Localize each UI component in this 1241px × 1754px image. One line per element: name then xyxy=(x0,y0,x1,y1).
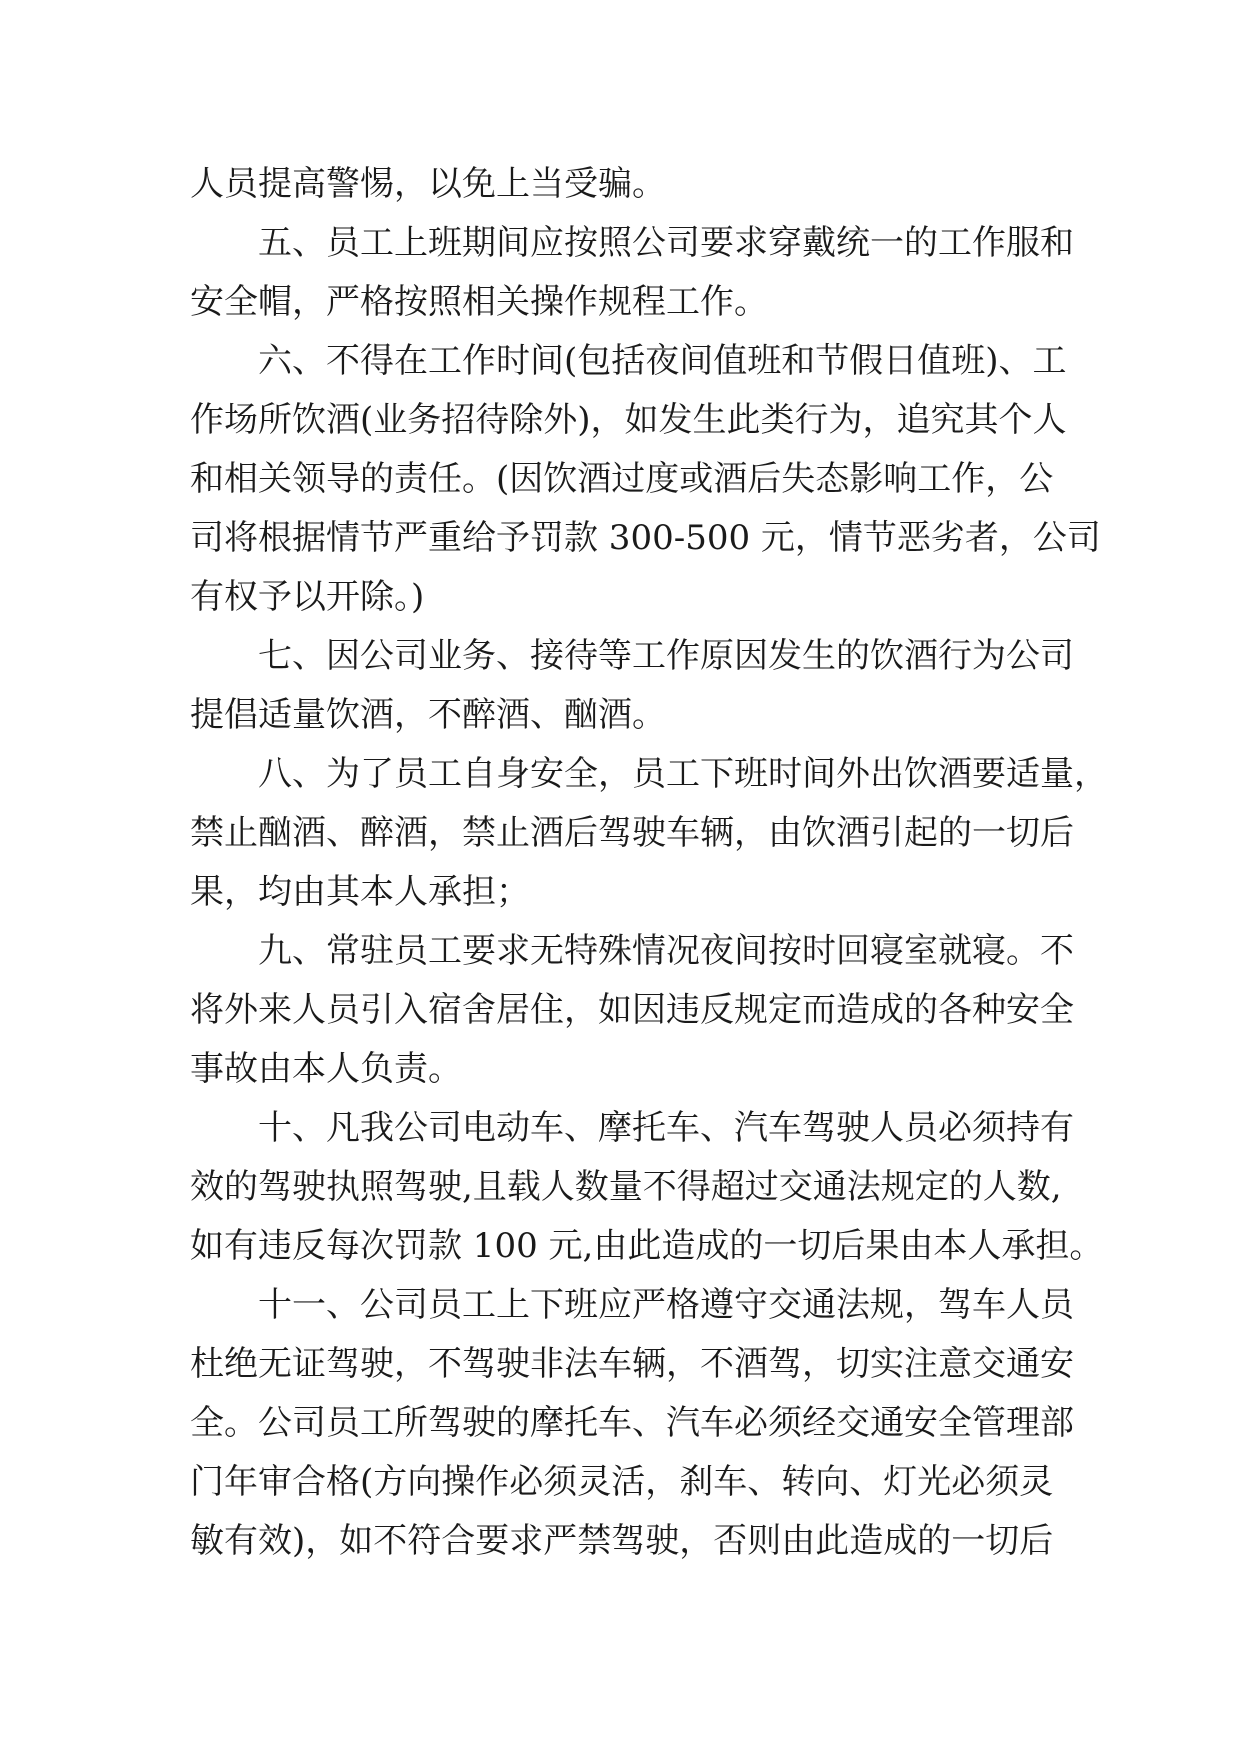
paragraph-line: 司将根据情节严重给予罚款 300-500 元，情节恶劣者，公司 xyxy=(190,518,1101,558)
paragraph-line: 人员提高警惕，以免上当受骗。 xyxy=(190,164,666,204)
paragraph-line: 作场所饮酒(业务招待除外)，如发生此类行为，追究其个人 xyxy=(190,400,1067,440)
paragraph-line: 安全帽，严格按照相关操作规程工作。 xyxy=(190,282,768,322)
paragraph-line: 有权予以开除。) xyxy=(190,577,425,617)
paragraph-line: 九、常驻员工要求无特殊情况夜间按时回寝室就寝。不 xyxy=(258,931,1074,971)
paragraph-line: 门年审合格(方向操作必须灵活，刹车、转向、灯光必须灵 xyxy=(190,1462,1054,1502)
paragraph-line: 杜绝无证驾驶，不驾驶非法车辆，不酒驾，切实注意交通安 xyxy=(190,1344,1074,1384)
paragraph-line: 事故由本人负责。 xyxy=(190,1049,462,1089)
paragraph-line: 全。公司员工所驾驶的摩托车、汽车必须经交通安全管理部 xyxy=(190,1403,1074,1443)
paragraph-line: 提倡适量饮酒，不醉酒、酗酒。 xyxy=(190,695,666,735)
paragraph-line: 敏有效)，如不符合要求严禁驾驶，否则由此造成的一切后 xyxy=(190,1521,1054,1561)
paragraph-line: 效的驾驶执照驾驶,且载人数量不得超过交通法规定的人数, xyxy=(190,1167,1062,1207)
paragraph-line: 禁止酗酒、醉酒，禁止酒后驾驶车辆，由饮酒引起的一切后 xyxy=(190,813,1074,853)
paragraph-line: 十、凡我公司电动车、摩托车、汽车驾驶人员必须持有 xyxy=(258,1108,1074,1148)
paragraph-line: 将外来人员引入宿舍居住，如因违反规定而造成的各种安全 xyxy=(190,990,1074,1030)
paragraph-line: 和相关领导的责任。(因饮酒过度或酒后失态影响工作，公 xyxy=(190,459,1054,499)
document-body xyxy=(190,155,1108,1571)
paragraph-line: 六、不得在工作时间(包括夜间值班和节假日值班)、工 xyxy=(258,341,1067,381)
paragraph-line: 十一、公司员工上下班应严格遵守交通法规，驾车人员 xyxy=(258,1285,1074,1325)
paragraph-line: 如有违反每次罚款 100 元,由此造成的一切后果由本人承担。 xyxy=(190,1226,1104,1266)
paragraph-line: 八、为了员工自身安全，员工下班时间外出饮酒要适量， xyxy=(258,754,1108,794)
paragraph-line: 果，均由其本人承担； xyxy=(190,872,530,912)
paragraph-line: 五、员工上班期间应按照公司要求穿戴统一的工作服和 xyxy=(258,223,1074,263)
paragraph-line: 七、因公司业务、接待等工作原因发生的饮酒行为公司 xyxy=(258,636,1074,676)
